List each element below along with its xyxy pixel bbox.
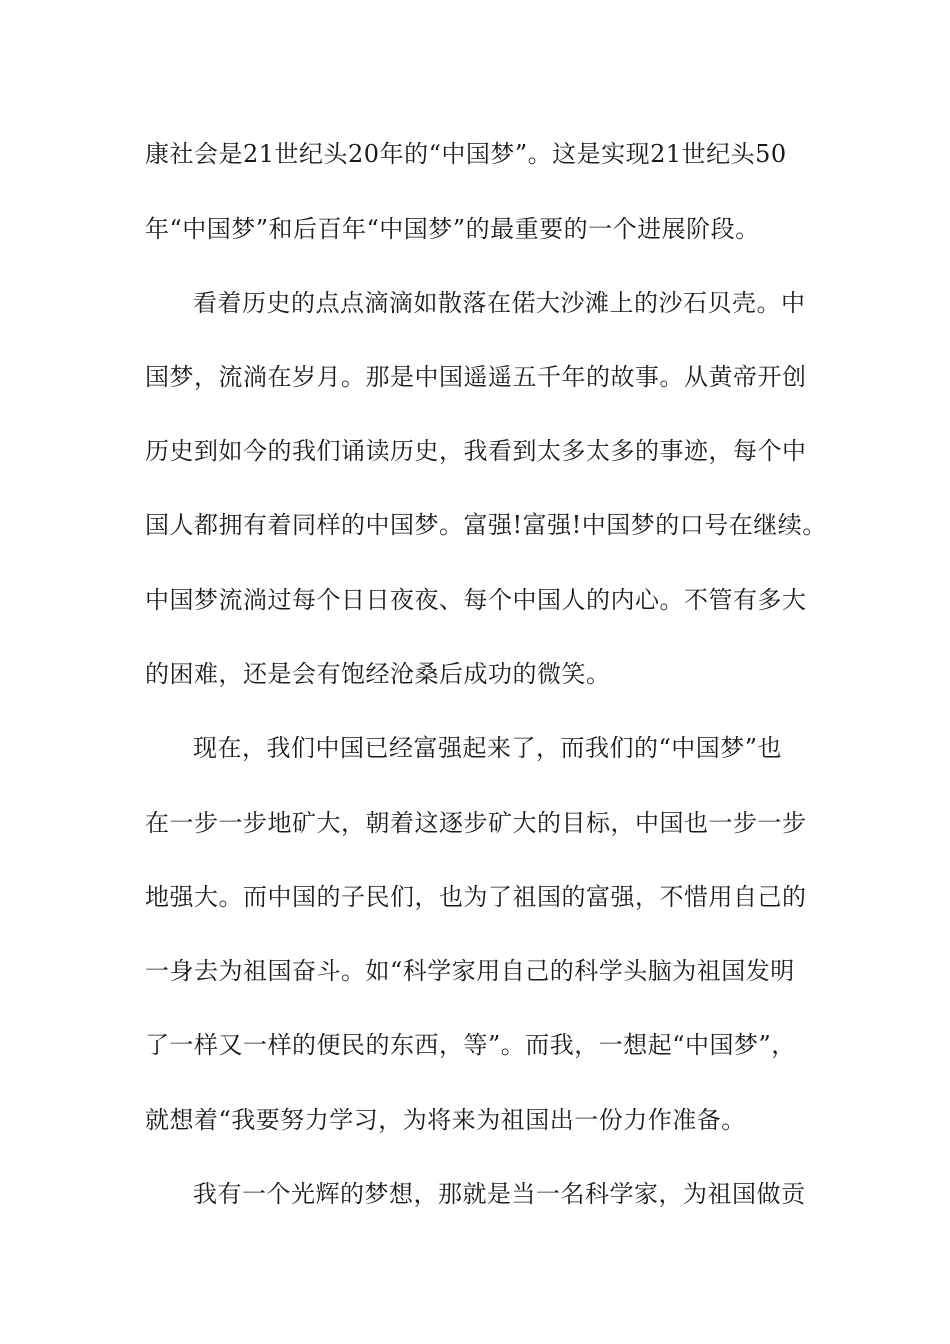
text-line: 国人都拥有着同样的中国梦。富强!富强!中国梦的口号在继续。: [145, 511, 827, 539]
text-line: 了一样又一样的便民的东西，等”。而我，一想起“中国梦”，: [145, 1031, 796, 1059]
text-line: 康社会是21世纪头20年的“中国梦”。这是实现21世纪头50: [145, 140, 787, 168]
text-line: 一身去为祖国奋斗。如“科学家用自己的科学头脑为祖国发明: [145, 957, 795, 985]
paragraph-start-line: 现在，我们中国已经富强起来了，而我们的“中国梦”也: [193, 734, 783, 762]
paragraph-start-line: 我有一个光辉的梦想，那就是当一名科学家，为祖国做贡: [193, 1180, 806, 1208]
paragraph-start-line: 看着历史的点点滴滴如散落在偌大沙滩上的沙石贝壳。中: [193, 289, 806, 317]
text-line: 国梦，流淌在岁月。那是中国遥遥五千年的故事。从黄帝开创: [145, 363, 807, 391]
text-line: 历史到如今的我们诵读历史，我看到太多太多的事迹，每个中: [145, 437, 807, 465]
text-line: 中国梦流淌过每个日日夜夜、每个中国人的内心。不管有多大: [145, 586, 807, 614]
text-line: 地强大。而中国的子民们，也为了祖国的富强，不惜用自己的: [145, 883, 807, 911]
text-line: 在一步一步地矿大，朝着这逐步矿大的目标，中国也一步一步: [145, 809, 807, 837]
text-line: 的困难，还是会有饱经沧桑后成功的微笑。: [145, 660, 611, 688]
text-line: 年“中国梦”和后百年“中国梦”的最重要的一个进展阶段。: [145, 215, 760, 243]
text-line: 就想着“我要努力学习，为将来为祖国出一份力作准备。: [145, 1106, 746, 1134]
